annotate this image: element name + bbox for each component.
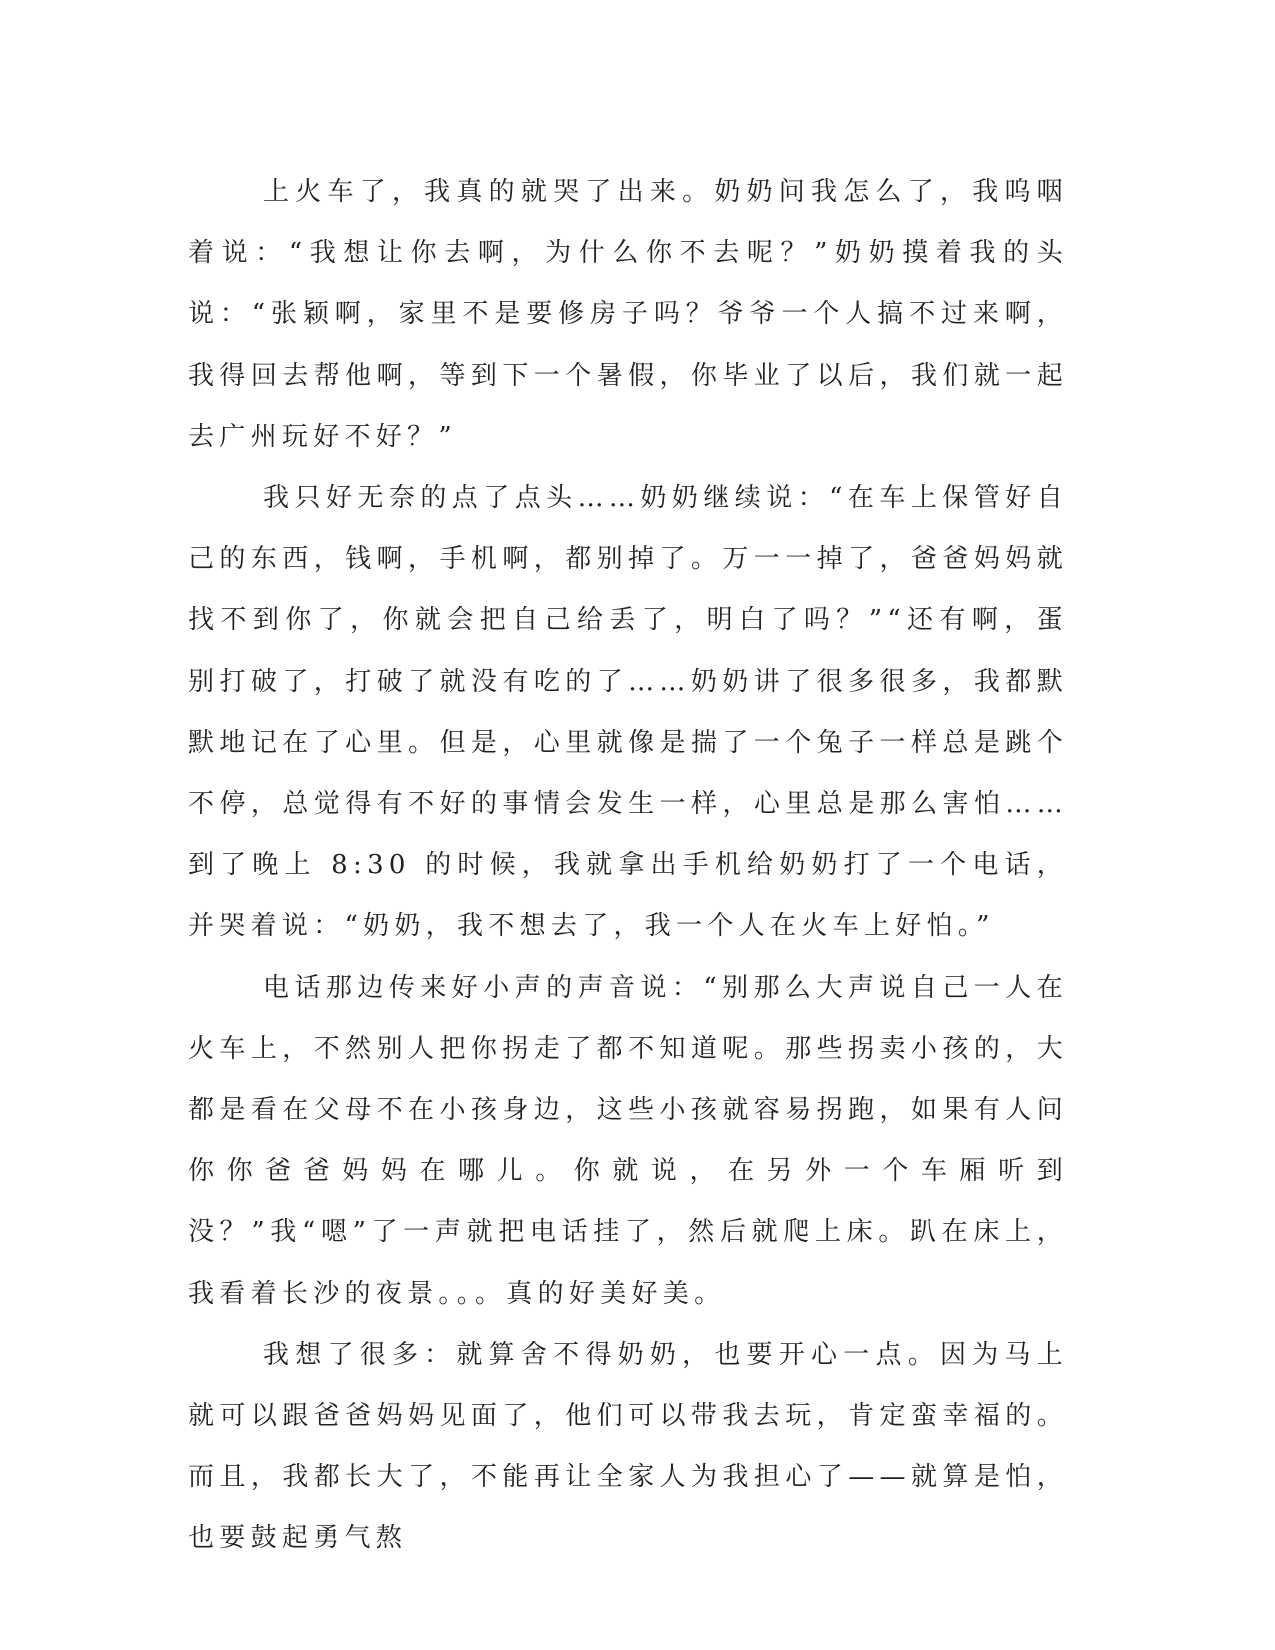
body-text [188, 162, 1068, 1570]
paragraph-1: 上火车了，我真的就哭了出来。奶奶问我怎么了，我呜咽着说：“我想让你去啊，为什么你不去呢？”奶奶摸着我的头说：“张颖啊，家里不是要修房子吗？爷爷一个人搞不过来啊，我得回去帮他啊，等到下一个暑假，你毕业了以后，我们就一起去广州玩好不好？” [188, 177, 1068, 452]
paragraph-2: 我只好无奈的点了点头……奶奶继续说：“在车上保管好自己的东西，钱啊，手机啊，都别掉了。万一一掉了，爸爸妈妈就找不到你了，你就会把自己给丢了，明白了吗？”“还有啊，蛋别打破了，打破了就没有吃的了……奶奶讲了很多很多，我都默默地记在了心里。但是，心里就像是揣了一个兔子一样总是跳个不停，总觉得有不好的事情会发生一样，心里总是那么害怕……到了晚上 8:30 的时候，我就拿出手机给奶奶打了一个电话，并哭着说：“奶奶，我不想去了，我一个人在火车上好怕。” [188, 483, 1068, 942]
paragraph-4: 我想了很多：就算舍不得奶奶，也要开心一点。因为马上就可以跟爸爸妈妈见面了，他们可以带我去玩，肯定蛮幸福的。而且，我都长大了，不能再让全家人为我担心了——就算是怕，也要鼓起勇气熬 [188, 1339, 1068, 1554]
paragraph-3: 电话那边传来好小声的声音说：“别那么大声说自己一人在火车上，不然别人把你拐走了都不知道呢。那些拐卖小孩的，大都是看在父母不在小孩身边，这些小孩就容易拐跑，如果有人问你你爸爸妈妈在哪儿。你就说，在另外一个车厢听到没？”我“嗯”了一声就把电话挂了，然后就爬上床。趴在床上，我看着长沙的夜景。。。真的好美好美。 [188, 972, 1068, 1309]
